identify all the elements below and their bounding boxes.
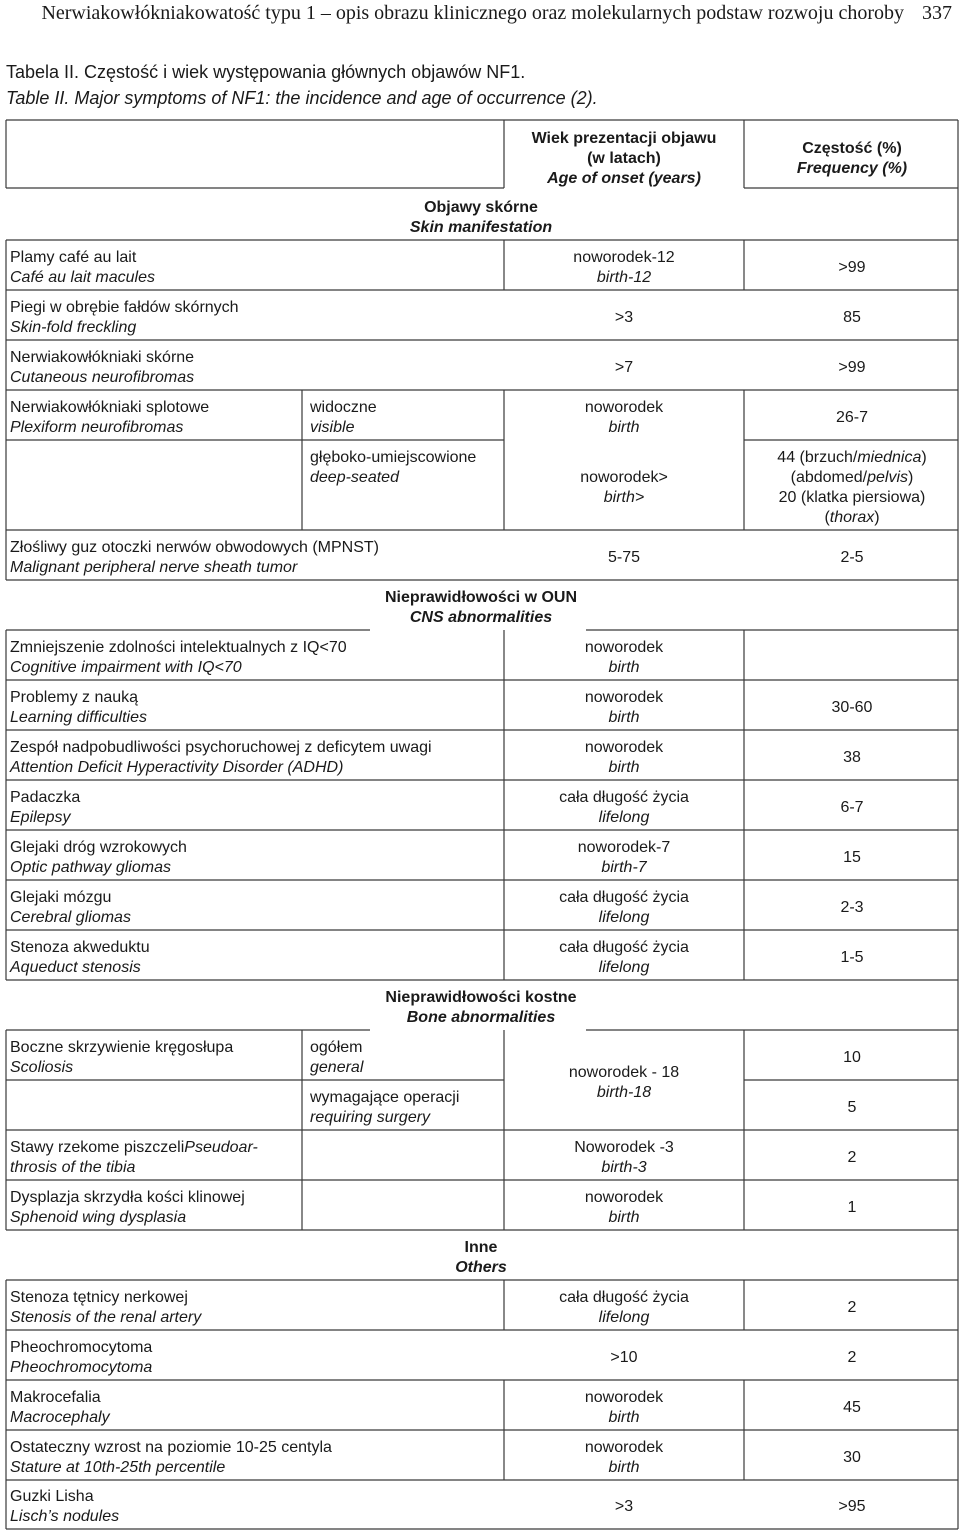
frequency-value: 38 [843,749,861,766]
subtype-pl: wymagające operacji [310,1089,460,1106]
onset-age-en: lifelong [598,809,650,826]
symptom-name-pl: Boczne skrzywienie kręgosłupa [10,1039,234,1056]
frequency-column-header-en: Frequency (%) [796,160,908,177]
onset-age-pl: noworodek [584,1189,664,1206]
frequency-value: 15 [843,849,861,866]
subtype-pl: ogółem [310,1039,363,1056]
onset-age-pl: noworodek - 18 [568,1064,680,1081]
onset-age: 5-75 [607,549,641,566]
symptom-name-pl: Guzki Lisha [10,1488,94,1505]
onset-age-pl: noworodek [584,399,664,416]
onset-age-en: birth-7 [601,859,647,876]
symptom-name-pl: Zmniejszenie zdolności intelektualnych z IQ<70 [10,639,347,656]
table-caption-en: Table II. Major symptoms of NF1: the incidence and age of occurrence (2). [6,88,598,108]
section-heading-skin-pl: Objawy skórne [424,199,538,216]
symptom-name-pl: Stawy rzekome piszczeliPseudoar- [10,1139,258,1156]
frequency-value: 45 [843,1399,861,1416]
onset-age-pl: noworodek [584,639,664,656]
frequency-value-line1: 44 (brzuch/miednica) [777,449,927,466]
symptom-name-en: Café au lait macules [10,269,155,286]
onset-age-en: birth-3 [601,1159,647,1176]
symptom-name-en: Sphenoid wing dysplasia [10,1209,187,1226]
onset-age-en: lifelong [598,909,650,926]
frequency-value: 1-5 [840,949,864,966]
onset-age-pl: cała długość życia [559,889,689,906]
onset-age-en: birth> [603,489,645,506]
subtype-en: deep-seated [310,469,399,486]
symptom-name-en: Scoliosis [10,1059,74,1076]
onset-age-en: lifelong [598,959,650,976]
symptom-name-pl: Nerwiakowłókniaki skórne [10,349,195,366]
running-title: Nerwiakowłókniakowatość typu 1 – opis obrazu klinicznego oraz molekularnych podstaw rozwoju choroby [41,2,904,24]
symptom-name-en: Macrocephaly [10,1409,110,1426]
frequency-value: 2 [847,1299,857,1316]
subtype-pl: głęboko-umiejscowione [310,449,477,466]
frequency-value: 5 [847,1099,857,1116]
symptom-name-pl: Dysplazja skrzydła kości klinowej [10,1189,245,1206]
page-number: 337 [922,2,952,24]
symptom-name-en: Plexiform neurofibromas [10,419,184,436]
onset-age-pl: cała długość życia [559,939,689,956]
frequency-value: >99 [838,359,866,376]
section-heading-skin-en: Skin manifestation [409,219,553,236]
age-column-header-unit: (w latach) [587,150,661,167]
symptom-name-pl: Plamy café au lait [10,249,137,266]
onset-age-pl: cała długość życia [559,789,689,806]
symptom-name-en: Epilepsy [10,809,71,826]
frequency-value-line2: (abdomed/pelvis) [790,469,914,486]
symptom-name-en: Skin-fold freckling [10,319,137,336]
onset-age-pl: Noworodek -3 [574,1139,674,1156]
onset-age: >7 [614,359,634,376]
age-column-header-en: Age of onset (years) [547,170,701,187]
table-caption-pl: Tabela II. Częstość i wiek występowania głównych objawów NF1. [6,62,526,82]
frequency-value: 2 [847,1149,857,1166]
symptom-name-pl: Złośliwy guz otoczki nerwów obwodowych (MPNST) [10,539,379,556]
onset-age-en: birth [608,1209,640,1226]
onset-age-pl: cała długość życia [559,1289,689,1306]
onset-age-en: birth [608,1409,640,1426]
subtype-en: visible [310,419,355,436]
symptom-name-pl: Stenoza tętnicy nerkowej [10,1289,188,1306]
symptom-name-pl: Zespół nadpobudliwości psychoruchowej z deficytem uwagi [10,739,432,756]
frequency-value: 6-7 [840,799,864,816]
onset-age-en: birth [608,659,640,676]
onset-age-en: birth-18 [596,1084,652,1101]
onset-age-en: birth [608,709,640,726]
onset-age-en: birth [608,759,640,776]
onset-age: >3 [614,309,634,326]
frequency-value: 10 [843,1049,861,1066]
symptom-name-en: Attention Deficit Hyperactivity Disorder (ADHD) [10,759,344,776]
onset-age-pl: noworodek> [580,469,668,486]
symptom-name-en: throsis of the tibia [10,1159,136,1176]
symptom-name-en: Lisch’s nodules [10,1508,120,1525]
frequency-value: 26-7 [835,409,869,426]
symptom-name-pl: Pheochromocytoma [10,1339,153,1356]
symptom-name-en: Malignant peripheral nerve sheath tumor [10,559,298,576]
onset-age-en: lifelong [598,1309,650,1326]
onset-age-pl: noworodek [584,1389,664,1406]
symptom-name-en: Stature at 10th-25th percentile [10,1459,226,1476]
onset-age-pl: noworodek [584,739,664,756]
onset-age-pl: noworodek-7 [577,839,671,856]
symptom-name-en: Aqueduct stenosis [10,959,141,976]
symptom-name-en: Pheochromocytoma [10,1359,153,1376]
symptom-name-pl: Problemy z nauką [10,689,139,706]
symptom-name-pl: Nerwiakowłókniaki splotowe [10,399,210,416]
symptom-name-pl: Piegi w obrębie fałdów skórnych [10,299,239,316]
onset-age-pl: noworodek [584,689,664,706]
symptom-name-en: Stenosis of the renal artery [10,1309,202,1326]
symptom-name-en: Optic pathway gliomas [10,859,171,876]
age-column-header-pl: Wiek prezentacji objawu [531,130,717,147]
frequency-value: 2 [847,1349,857,1366]
frequency-column-header-pl: Częstość (%) [802,140,902,157]
onset-age-en: birth-12 [596,269,652,286]
frequency-value: 2-5 [840,549,864,566]
onset-age-en: birth [608,1459,640,1476]
onset-age-pl: noworodek-12 [573,249,675,266]
subtype-en: general [310,1059,364,1076]
onset-age: >10 [610,1349,638,1366]
symptom-name-en: Learning difficulties [10,709,147,726]
frequency-value: >95 [838,1498,866,1515]
symptom-name-pl: Padaczka [10,789,81,806]
frequency-value-line3: 20 (klatka piersiowa) [778,489,926,506]
symptom-name-pl: Stenoza akweduktu [10,939,150,956]
symptom-name-en: Cutaneous neurofibromas [10,369,195,386]
symptom-name-pl: Glejaki mózgu [10,889,112,906]
symptom-name-en: Cerebral gliomas [10,909,131,926]
symptom-name-pl: Glejaki dróg wzrokowych [10,839,187,856]
frequency-value: 30 [843,1449,861,1466]
section-heading-bone-pl: Nieprawidłowości kostne [385,989,577,1006]
onset-age-pl: noworodek [584,1439,664,1456]
section-heading-cns-pl: Nieprawidłowości w OUN [384,589,578,606]
symptom-name-pl: Ostateczny wzrost na poziomie 10-25 centyla [10,1439,332,1456]
frequency-value-line4: (thorax) [824,509,880,526]
frequency-value: 1 [847,1199,857,1216]
subtype-pl: widoczne [310,399,377,416]
frequency-value: 85 [843,309,861,326]
frequency-value: 2-3 [840,899,864,916]
onset-age: >3 [614,1498,634,1515]
onset-age-en: birth [608,419,640,436]
symptom-name-en: Cognitive impairment with IQ<70 [10,659,242,676]
frequency-value: 30-60 [831,699,873,716]
section-heading-other-en: Others [455,1259,507,1276]
section-heading-other-pl: Inne [464,1239,498,1256]
frequency-value: >99 [838,259,866,276]
subtype-en: requiring surgery [310,1109,431,1126]
section-heading-bone-en: Bone abnormalities [406,1009,556,1026]
section-heading-cns-en: CNS abnormalities [409,609,553,626]
symptom-name-pl: Makrocefalia [10,1389,101,1406]
